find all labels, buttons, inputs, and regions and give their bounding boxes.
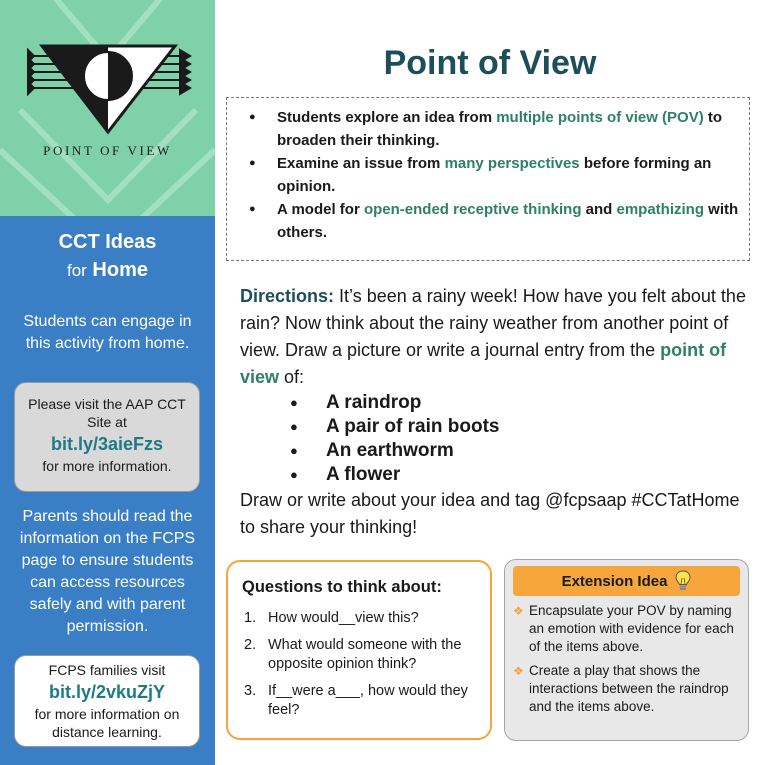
questions-box xyxy=(226,560,492,740)
intro-point: ● A model for open-ended receptive thinking and empathizing with others. xyxy=(249,198,739,244)
point-of-view-logo xyxy=(0,0,215,216)
question-item: 2. What would someone with the opposite opinion think? xyxy=(244,637,462,672)
fcps-families-box xyxy=(14,655,200,747)
directions-label: Directions: xyxy=(240,286,335,306)
lightbulb-icon xyxy=(675,570,691,592)
aap-site-text: Please visit the AAP CCT Site at xyxy=(28,396,186,430)
fcps-families-text: FCPS families visit xyxy=(48,662,166,678)
directions xyxy=(240,283,752,541)
aap-site-link[interactable]: bit.ly/3aieFzs xyxy=(50,434,164,454)
extension-item: ❖ Create a play that shows the interactions between the raindrop and the items above. xyxy=(513,662,740,716)
extension-title: Extension Idea xyxy=(561,572,668,590)
directions-text: Directions: It’s been a rainy week! How have you felt about the rain? Now think about the rainy weather from another point of view. Draw a picture or write a journal entry from the point of view of: xyxy=(240,286,746,387)
parents-note: Parents should read the information on the FCPS page to ensure students can access resources safely and with parent permission. xyxy=(19,508,196,635)
list-item: ● A raindrop xyxy=(290,391,752,415)
fcps-families-more: for more information on distance learning. xyxy=(34,706,180,740)
sidebar-title-home: Home xyxy=(92,259,148,281)
sidebar xyxy=(0,0,215,765)
directions-closing: Draw or write about your idea and tag @fcpsaap #CCTatHome to share your thinking! xyxy=(240,490,740,537)
logo-caption: POINT OF VIEW xyxy=(43,143,172,158)
list-item: ● An earthworm xyxy=(290,439,752,463)
extension-item: ❖ Encapsulate your POV by naming an emotion with evidence for each of the items above. xyxy=(513,602,740,656)
extension-box xyxy=(504,559,749,741)
fcps-families-link[interactable]: bit.ly/2vkuZjY xyxy=(48,682,166,702)
intro-box xyxy=(226,97,750,261)
logo-panel xyxy=(0,0,215,216)
sidebar-title-line2 xyxy=(0,256,215,285)
list-item: ● A flower xyxy=(290,463,752,487)
sidebar-title xyxy=(0,228,215,285)
sidebar-intro: Students can engage in this activity from home. xyxy=(23,313,192,352)
intro-point: ● Examine an issue from many perspectives before forming an opinion. xyxy=(249,152,739,198)
sidebar-title-line1: CCT Ideas xyxy=(58,231,157,253)
sidebar-title-for: for xyxy=(67,261,87,280)
questions-title: Questions to think about: xyxy=(242,578,442,596)
question-item: 1. How would__view this? xyxy=(244,610,419,626)
list-item: ● A pair of rain boots xyxy=(290,415,752,439)
directions-list xyxy=(290,391,752,487)
aap-site-box xyxy=(14,382,200,492)
page-title: Point of View xyxy=(383,44,597,82)
intro-point: ● Students explore an idea from multiple points of view (POV) to broaden their thinking. xyxy=(249,106,739,152)
extension-header xyxy=(513,566,740,596)
question-item: 3. If__were a___, how would they feel? xyxy=(244,683,468,718)
aap-site-more: for more information. xyxy=(42,458,172,474)
